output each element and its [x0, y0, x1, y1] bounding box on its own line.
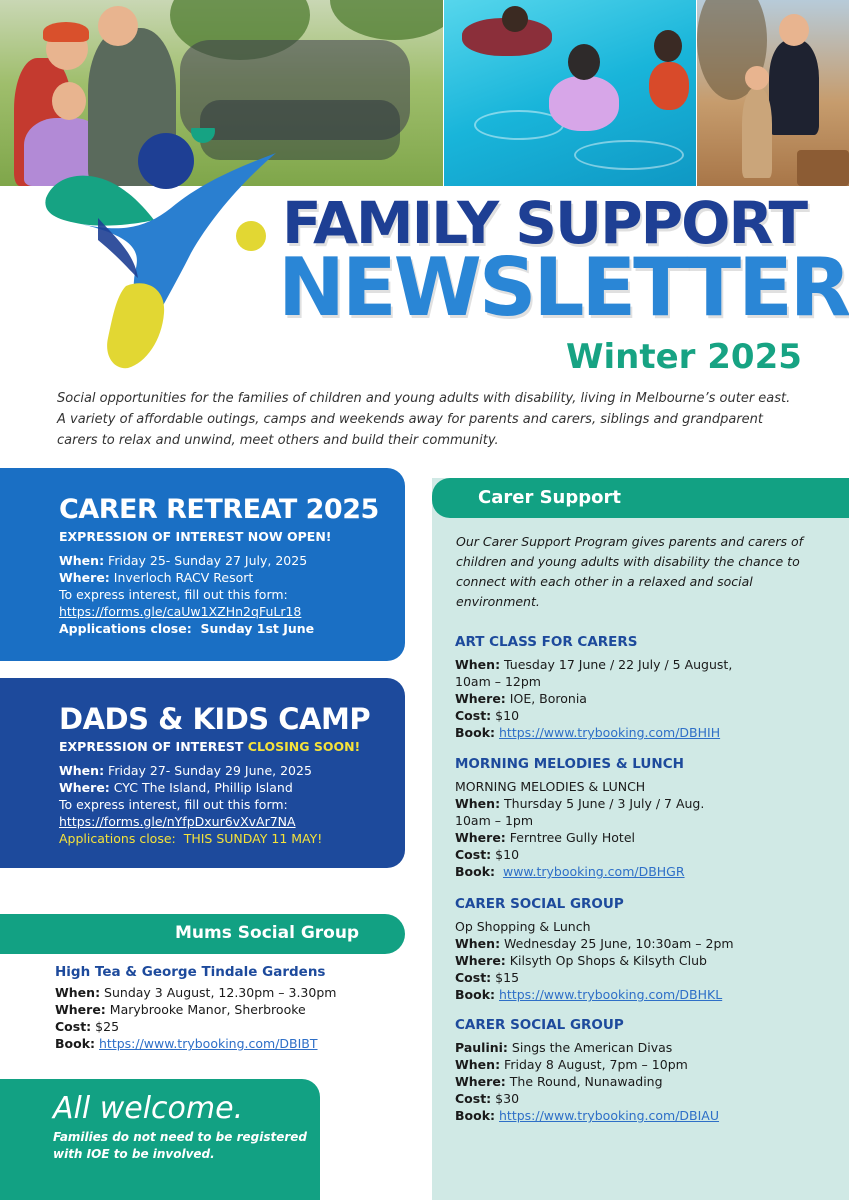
mums-social-group-header	[0, 914, 405, 954]
carer-event-subtitle: MORNING MELODIES & LUNCH	[455, 779, 646, 794]
mums-event	[55, 964, 400, 1052]
carer-event-where: Where: Ferntree Gully Hotel	[455, 830, 635, 845]
carer-retreat-details	[59, 552, 394, 637]
carer-retreat-where: Where: Inverloch RACV Resort	[59, 570, 254, 585]
dads-kids-camp-close: Applications close: THIS SUNDAY 11 MAY!	[59, 831, 323, 846]
dads-kids-camp-when: When: Friday 27- Sunday 29 June, 2025	[59, 763, 312, 778]
dads-kids-camp-title: DADS & KIDS CAMP	[59, 702, 371, 736]
carer-event-cost: Cost: $15	[455, 970, 520, 985]
carer-event-paulini	[455, 1017, 835, 1124]
carer-event-when: When: Thursday 5 June / 3 July / 7 Aug.	[455, 796, 705, 811]
mums-event-when: When: Sunday 3 August, 12.30pm – 3.30pm	[55, 985, 337, 1000]
carer-event-cost: Cost: $10	[455, 708, 520, 723]
mums-event-book-link[interactable]: https://www.trybooking.com/DBIBT	[99, 1036, 318, 1051]
all-welcome-body: Families do not need to be registered with IOE to be involved.	[53, 1130, 308, 1161]
carer-event-book-link[interactable]: https://www.trybooking.com/DBHIH	[499, 725, 721, 740]
dads-kids-camp-form-link[interactable]: https://forms.gle/nYfpDxur6vXvAr7NA	[59, 814, 296, 829]
dads-kids-camp-interest-text: To express interest, fill out this form:	[59, 797, 288, 812]
carer-retreat-when: When: Friday 25- Sunday 27 July, 2025	[59, 553, 308, 568]
carer-event-when-cont: 10am – 1pm	[455, 813, 534, 828]
carer-event-book-link[interactable]: https://www.trybooking.com/DBIAU	[499, 1108, 720, 1123]
mums-event-title: High Tea & George Tindale Gardens	[55, 964, 326, 980]
mums-social-group-title: Mums Social Group	[175, 923, 360, 943]
carer-event-where: Where: Kilsyth Op Shops & Kilsyth Club	[455, 953, 707, 968]
carer-support-header	[432, 478, 849, 518]
carer-event-when: When: Wednesday 25 June, 10:30am – 2pm	[455, 936, 734, 951]
carer-event-cost: Cost: $10	[455, 847, 520, 862]
carer-event-cost: Cost: $30	[455, 1091, 520, 1106]
mums-event-where: Where: Marybrooke Manor, Sherbrooke	[55, 1002, 306, 1017]
carer-event-book-link[interactable]: https://www.trybooking.com/DBHKL	[499, 987, 723, 1002]
carer-retreat-title: CARER RETREAT 2025	[59, 494, 379, 525]
carer-event-when: When: Friday 8 August, 7pm – 10pm	[455, 1057, 688, 1072]
carer-event-title: ART CLASS FOR CARERS	[455, 634, 638, 650]
carer-event-book: Book: https://www.trybooking.com/DBHIH	[455, 725, 721, 740]
ioe-logo	[36, 128, 286, 373]
carer-event-book-link[interactable]: www.trybooking.com/DBHGR	[502, 864, 685, 879]
carer-event-book: Book: www.trybooking.com/DBHGR	[455, 864, 685, 879]
carer-support-title: Carer Support	[478, 487, 621, 508]
carer-retreat-close: Applications close: Sunday 1st June	[59, 621, 315, 636]
mums-event-cost: Cost: $25	[55, 1019, 120, 1034]
carer-event-subtitle: Op Shopping & Lunch	[455, 919, 591, 934]
photo-playground	[697, 0, 849, 186]
carer-retreat-panel	[0, 468, 405, 661]
carer-event-morning-melodies	[455, 756, 835, 880]
carer-event-when-cont: 10am – 12pm	[455, 674, 541, 689]
carer-retreat-subtitle: EXPRESSION OF INTEREST NOW OPEN!	[59, 529, 332, 544]
newsletter-title-line2: NEWSLETTER	[278, 241, 849, 334]
carer-event-title: CARER SOCIAL GROUP	[455, 896, 624, 912]
carer-retreat-form-link[interactable]: https://forms.gle/caUw1XZHn2qFuLr18	[59, 604, 302, 619]
newsletter-title-line1: FAMILY SUPPORT	[282, 189, 807, 257]
carer-event-where: Where: IOE, Boronia	[455, 691, 587, 706]
carer-event-art-class	[455, 634, 835, 741]
logo-yellow-dot-icon	[236, 221, 266, 251]
carer-event-where: Where: The Round, Nunawading	[455, 1074, 663, 1089]
carer-event-when: When: Tuesday 17 June / 22 July / 5 August,	[455, 657, 733, 672]
logo-yellow-swoosh-icon	[107, 283, 164, 368]
carer-retreat-interest-text: To express interest, fill out this form:	[59, 587, 288, 602]
newsletter-season: Winter 2025	[566, 337, 802, 377]
mums-event-book: Book: https://www.trybooking.com/DBIBT	[55, 1036, 318, 1051]
carer-event-title: CARER SOCIAL GROUP	[455, 1017, 624, 1033]
carer-event-book: Book: https://www.trybooking.com/DBHKL	[455, 987, 723, 1002]
dads-kids-camp-panel	[0, 678, 405, 868]
carer-event-subtitle: Paulini: Sings the American Divas	[455, 1040, 673, 1055]
dads-kids-camp-subtitle: EXPRESSION OF INTEREST CLOSING SOON!	[59, 739, 361, 754]
carer-event-book: Book: https://www.trybooking.com/DBIAU	[455, 1108, 720, 1123]
all-welcome-title: All welcome.	[53, 1091, 244, 1126]
intro-paragraph: Social opportunities for the families of children and young adults with disability, living in Melbourne’s outer east. A variety of affordable outings, camps and weekends away for parents and carers, siblings and grandparent carers to relax and unwind, meet others and build their community.	[57, 391, 791, 448]
logo-teal-dot-icon	[191, 128, 215, 143]
logo-navy-dot-icon	[138, 133, 194, 189]
logo-teal-swoosh-icon	[45, 176, 154, 226]
carer-event-title: MORNING MELODIES & LUNCH	[455, 756, 684, 772]
carer-support-intro: Our Carer Support Program gives parents and carers of children and young adults with disability the chance to connect with each other in a relaxed and social environment.	[456, 534, 804, 609]
dads-kids-camp-where: Where: CYC The Island, Phillip Island	[59, 780, 293, 795]
carer-event-op-shopping	[455, 896, 835, 1003]
photo-swimming-pool	[444, 0, 696, 186]
dads-kids-camp-details	[59, 762, 394, 847]
all-welcome-box	[0, 1079, 320, 1200]
